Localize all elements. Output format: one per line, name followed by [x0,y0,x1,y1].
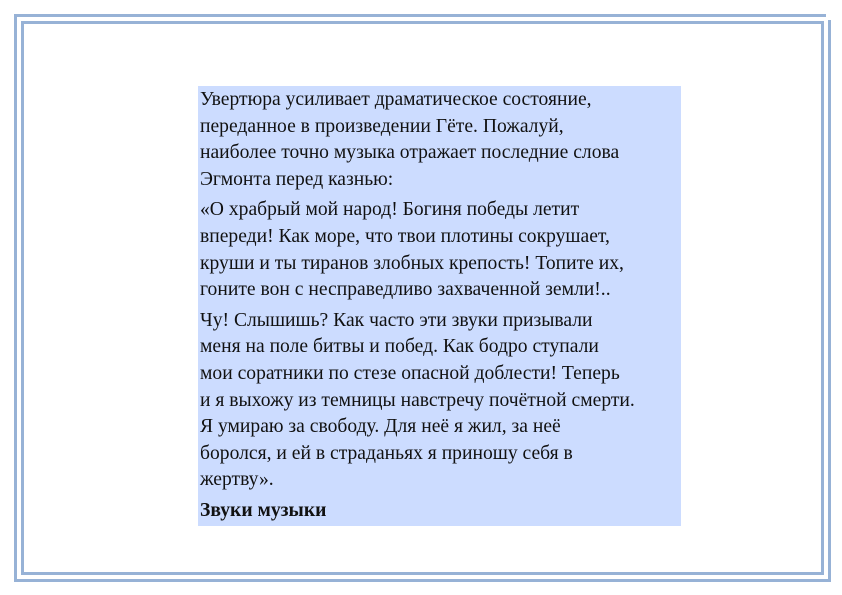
quote-paragraph-1: «О храбрый мой народ! Богиня победы летит впереди! Как море, что твои плотины сокрушает, круши и ты тиранов злобных крепость! Топите их, гоните вон с несправедливо захваченной земли!.. [200,199,624,301]
closing-heading: Звуки музыки [200,499,327,521]
intro-paragraph: Увертюра усиливает драматическое состояние, переданное в произведении Гёте. Пожалуй, наиболее точно музыка отражает последние слова Эгмонта перед казнью: [200,89,620,190]
quote-paragraph-2: Чу! Слышишь? Как часто эти звуки призывали меня на поле битвы и побед. Как бодро ступали мои соратники по стезе опасной доблести! Теперь и я выхожу из темницы навстречу почётной смерти. Я умираю за свободу. Для неё я жил, за неё боролся, и ей в страданьях я приношу себя в жертву». [200,309,635,491]
frame-corner-gap [826,14,832,20]
quote-text-box [198,86,681,526]
